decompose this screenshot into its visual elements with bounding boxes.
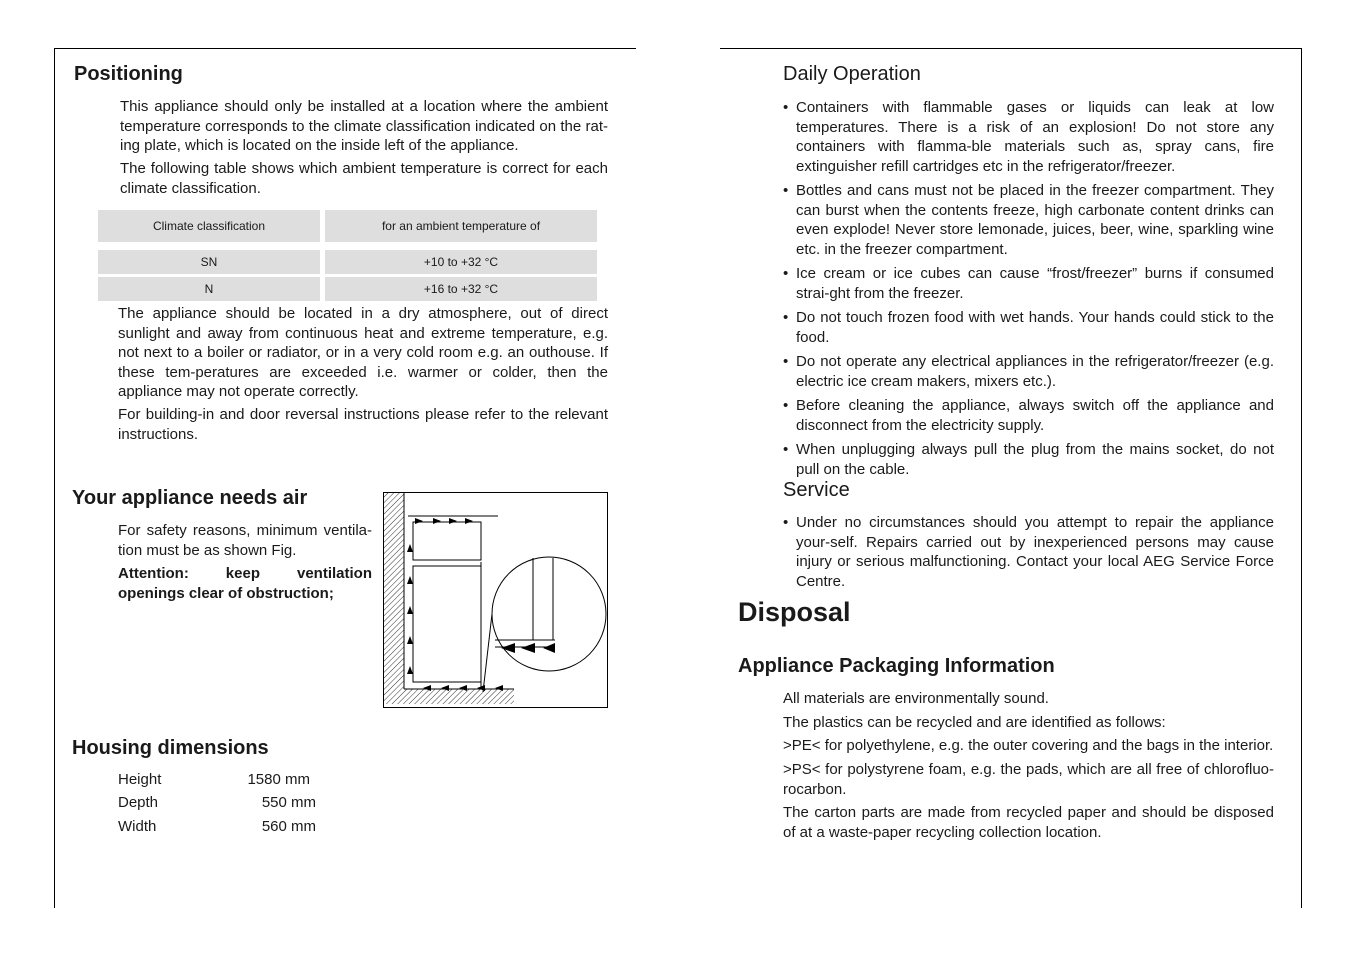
climate-table xyxy=(93,210,602,301)
climate-table-header: for an ambient temperature of xyxy=(325,210,597,242)
packaging-paragraph: >PE< for polyethylene, e.g. the outer covering and the bags in the interior. xyxy=(783,737,1274,754)
air-heading: Your appliance needs air xyxy=(72,487,308,509)
housing-row-value: 550 mm xyxy=(261,794,316,811)
left-page-left-rule xyxy=(54,48,55,908)
housing-row-value: 1580 mm xyxy=(247,771,310,788)
positioning-heading: Positioning xyxy=(74,63,183,85)
positioning-paragraph-1: This appliance should only be installed at a location where the ambient temperature corresponds to the climate classification indicated on the rat-ing plate, which is located on the inside left of the appliance. xyxy=(120,98,608,154)
list-item: • Containers with flammable gases or liquids can leak at low temperatures. There is a risk of an explosion! Do not store any containers with flamma-ble materials such as, spray cans, fire extinguisher refill cartridges etc in the refrigerator/freezer. xyxy=(783,99,1274,175)
packaging-paragraph: The plastics can be recycled and are identified as follows: xyxy=(783,714,1166,731)
right-page-right-rule xyxy=(1301,48,1302,908)
climate-table-cell: +10 to +32 °C xyxy=(325,250,597,274)
service-heading: Service xyxy=(783,479,850,501)
daily-operation-list xyxy=(783,98,1274,484)
air-paragraph-1: For safety reasons, minimum ventila-tion must be as shown Fig. xyxy=(118,522,372,559)
housing-row-label: Width xyxy=(118,818,157,835)
housing-row-label: Height xyxy=(118,771,162,788)
list-item: • Under no circumstances should you attempt to repair the appliance your-self. Repairs carried out by inexperienced persons may cause injury or serious malfunctioning. Contact your local AEG Service Force Centre. xyxy=(783,514,1274,590)
list-item: • Do not operate any electrical appliances in the refrigerator/freezer (e.g. electric ice cream makers, mixers etc.). xyxy=(783,353,1274,390)
daily-operation-heading: Daily Operation xyxy=(783,63,921,85)
detail-magnifier xyxy=(492,557,606,671)
list-item: • Do not touch frozen food with wet hands. Your hands could stick to the food. xyxy=(783,309,1274,346)
climate-table-cell: +16 to +32 °C xyxy=(325,277,597,301)
floor-hatch xyxy=(384,689,514,704)
packaging-paragraph: All materials are environmentally sound. xyxy=(783,690,1049,707)
disposal-title: Disposal xyxy=(738,597,851,627)
positioning-paragraph-4: For building-in and door reversal instructions please refer to the relevant instructions. xyxy=(118,406,608,443)
list-item: • When unplugging always pull the plug from the mains socket, do not pull on the cable. xyxy=(783,441,1274,478)
ventilation-diagram xyxy=(383,492,608,708)
packaging-paragraph: >PS< for polystyrene foam, e.g. the pads, which are all free of chlorofluo-rocarbon. xyxy=(783,761,1274,798)
list-item: • Before cleaning the appliance, always switch off the appliance and disconnect from the electricity supply. xyxy=(783,397,1274,434)
upper-cabinet xyxy=(413,522,481,560)
housing-row xyxy=(118,794,316,811)
housing-row xyxy=(118,818,316,835)
list-item: • Bottles and cans must not be placed in the freezer compartment. They can burst when the contents freeze, high carbonate content drinks can even explode! Never store lemonade, juices, beer, wine, sparkling wine etc. in the freezer compartment. xyxy=(783,182,1274,258)
positioning-paragraph-3: The appliance should be located in a dry atmosphere, out of direct sunlight and away from continuous heat and extreme temperature, e.g. not next to a boiler or radiator, or in a very cold room e.g. an outhouse. If these tem-peratures are exceeded i.e. warmer or colder, then the appliance may not operate correctly. xyxy=(118,305,608,400)
packaging-heading: Appliance Packaging Information xyxy=(738,655,1055,677)
packaging-paragraph: The carton parts are made from recycled paper and should be disposed of at a waste-paper recycling collection location. xyxy=(783,804,1274,841)
left-page-top-rule xyxy=(54,48,636,49)
positioning-paragraph-2: The following table shows which ambient temperature is correct for each climate classification. xyxy=(120,160,608,197)
housing-row xyxy=(118,771,310,788)
service-list xyxy=(783,513,1274,596)
climate-table-cell: N xyxy=(98,277,320,301)
air-paragraph-2: Attention: keep ventilation openings clear of obstruction; xyxy=(118,565,372,602)
fridge-body xyxy=(413,566,481,682)
housing-heading: Housing dimensions xyxy=(72,737,269,759)
climate-table-cell: SN xyxy=(98,250,320,274)
housing-row-label: Depth xyxy=(118,794,159,811)
housing-row-value: 560 mm xyxy=(261,818,316,835)
right-page-top-rule xyxy=(720,48,1302,49)
wall-hatch xyxy=(384,493,404,689)
list-item: • Ice cream or ice cubes can cause “frost/freezer” burns if consumed strai-ght from the freezer. xyxy=(783,265,1274,302)
climate-table-header: Climate classification xyxy=(98,210,320,242)
